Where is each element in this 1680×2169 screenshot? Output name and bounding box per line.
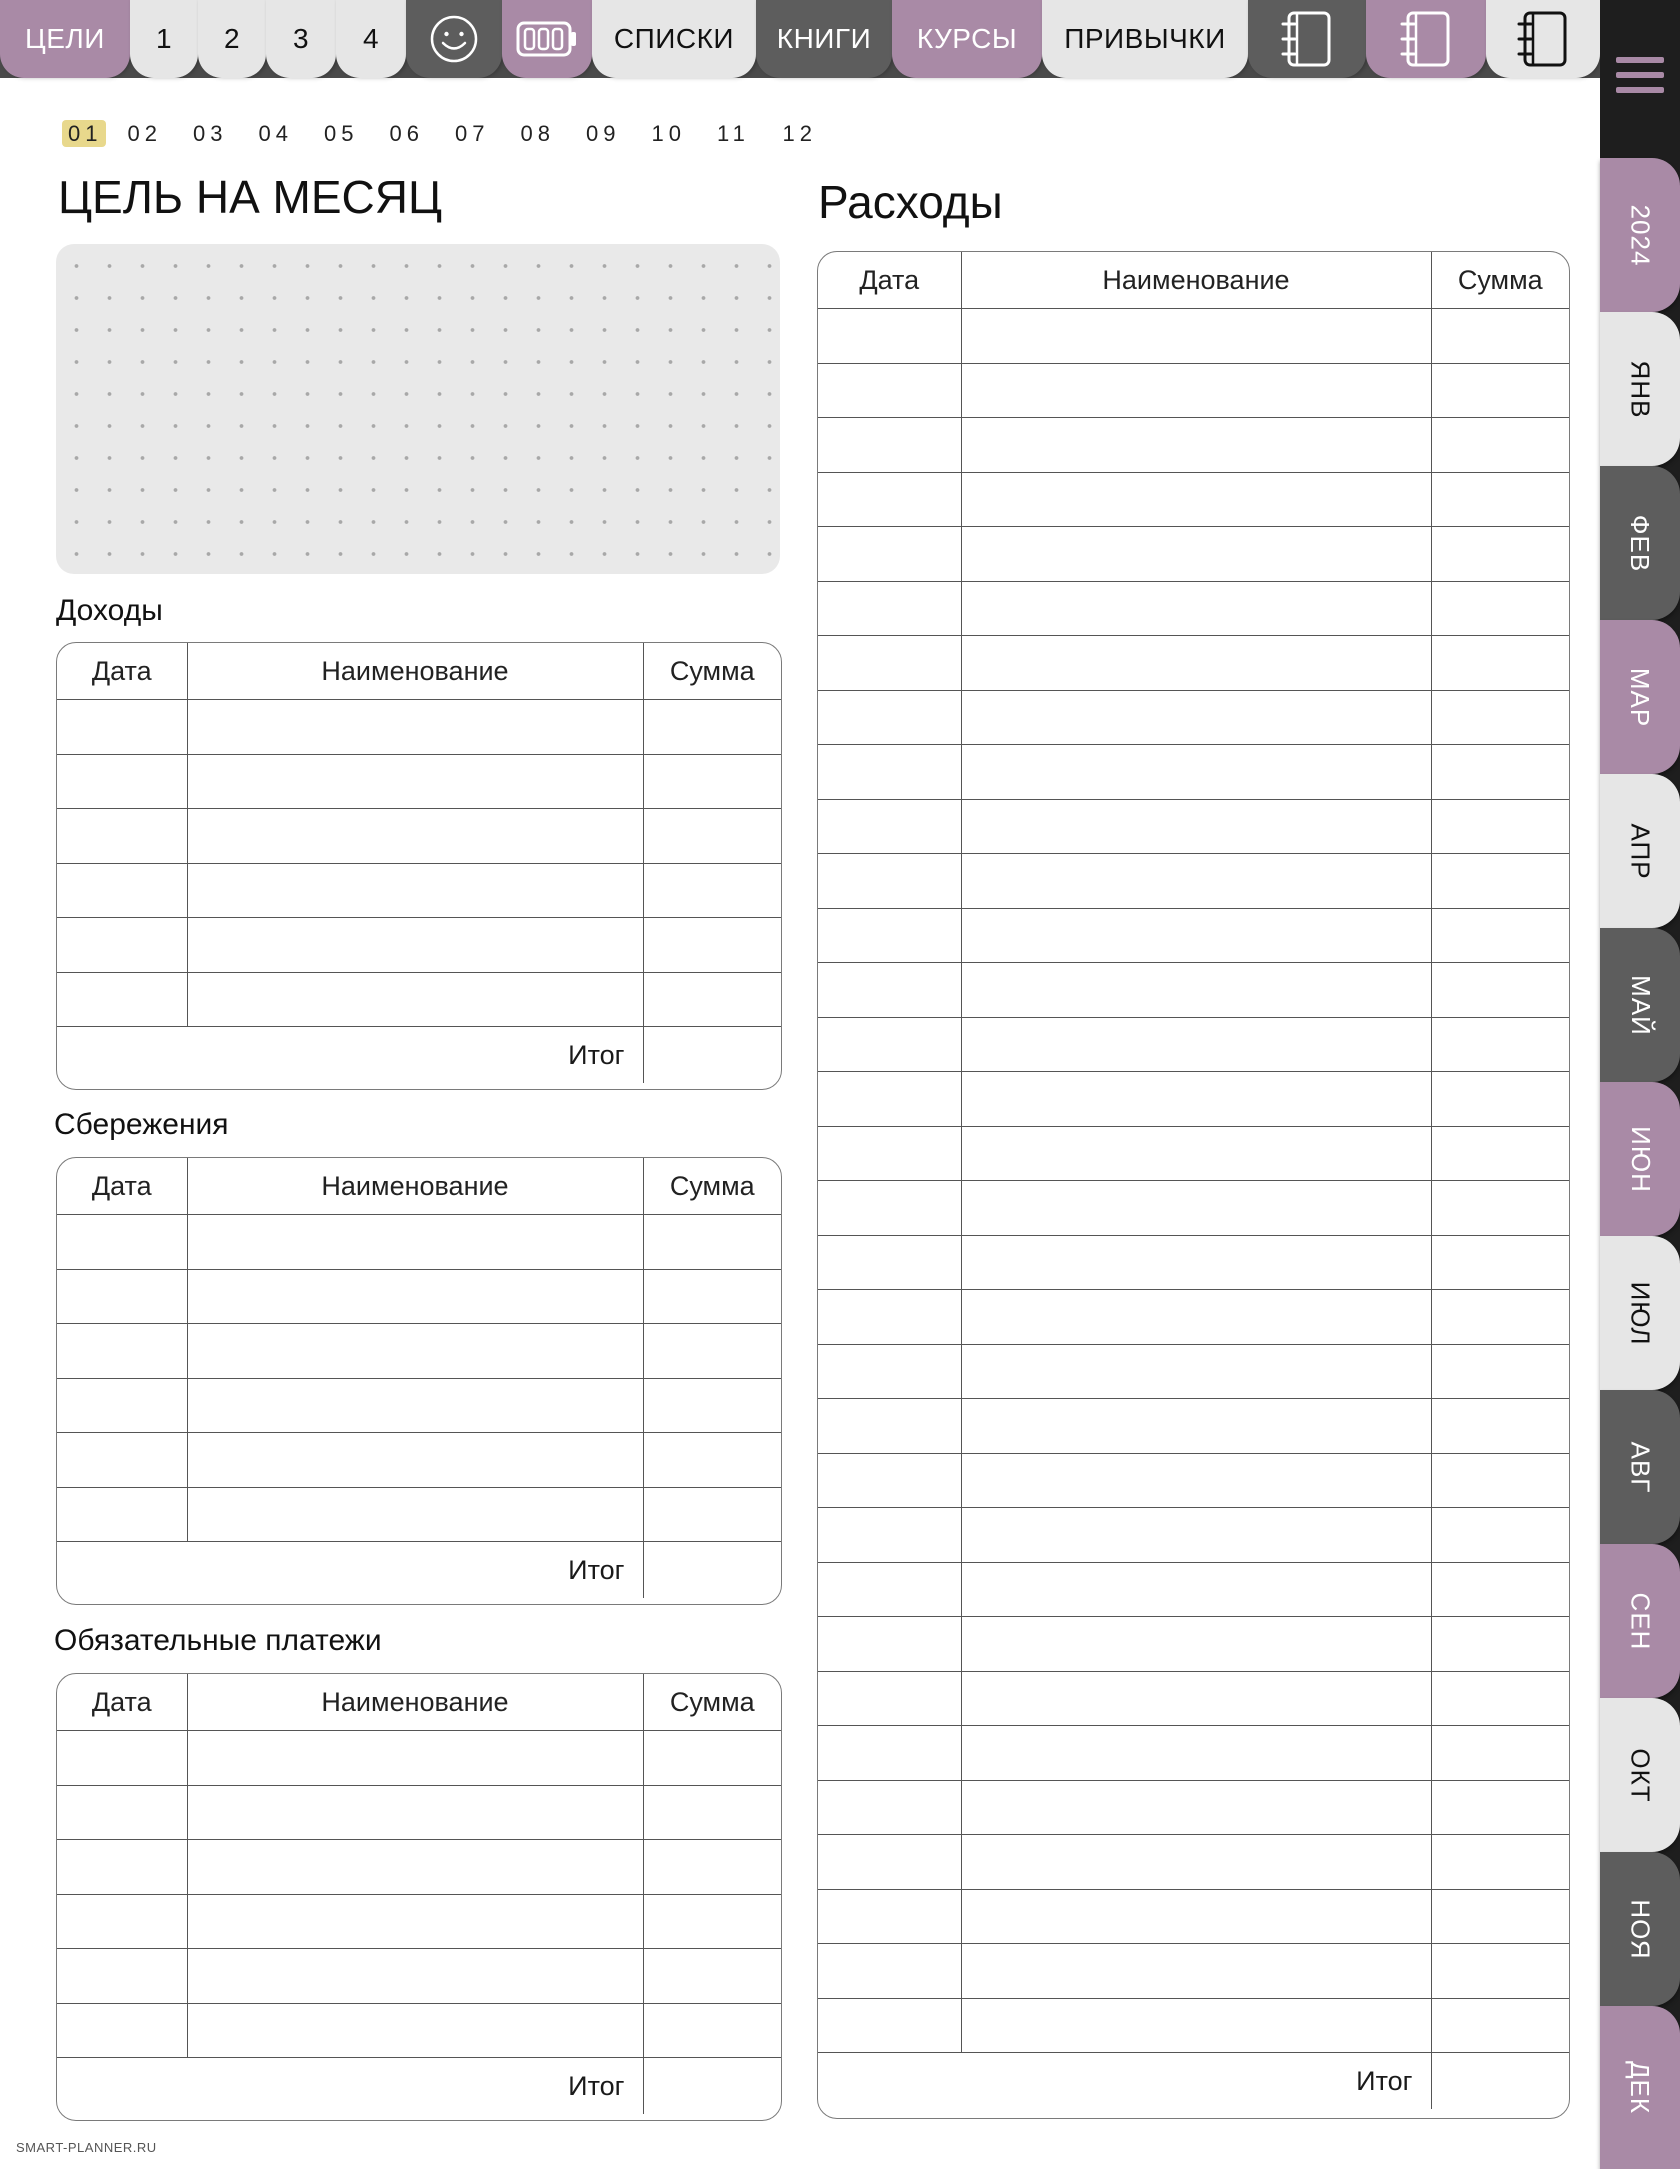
col-date-header: Дата [57,1158,187,1215]
tab-habits-label: ПРИВЫЧКИ [1064,23,1226,54]
table-row[interactable] [818,1126,1569,1181]
table-row[interactable] [818,1889,1569,1944]
month-link-04[interactable] [259,118,325,150]
total-label: Итог [57,1027,643,1084]
table-row[interactable] [818,1780,1569,1835]
table-row[interactable] [57,809,781,864]
table-row[interactable] [818,908,1569,963]
income-title: Доходы [56,594,163,627]
smiley-icon [428,13,480,65]
tab-goal-4[interactable] [336,0,406,78]
table-row[interactable] [818,418,1569,473]
footer-site: SMART-PLANNER.RU [16,2140,157,2155]
side-tab-label: НОЯ [1625,1898,1656,1960]
income-table [56,642,782,1090]
month-link-label: 07 [455,121,490,146]
expenses-table [817,251,1570,2119]
table-row[interactable] [57,1433,781,1488]
table-row[interactable] [57,1324,781,1379]
mandatory-payments-table [56,1673,782,2121]
tab-notebook-2[interactable] [1366,0,1486,78]
col-name-header: Наименование [187,1158,643,1215]
col-name-header: Наименование [961,252,1431,309]
side-tab-apr[interactable] [1600,774,1680,928]
table-row[interactable] [57,1731,781,1786]
mandatory-payments-title: Обязательные платежи [54,1624,382,1657]
tab-goal-3[interactable] [266,0,336,78]
side-tab-label: АВГ [1625,1441,1656,1493]
tab-goal-4-label: 4 [362,23,380,54]
col-sum-header: Сумма [643,643,781,700]
table-row[interactable] [818,1562,1569,1617]
table-row[interactable] [57,754,781,809]
month-selector [62,118,848,150]
month-link-09[interactable] [586,118,652,150]
table-row[interactable] [818,1726,1569,1781]
side-tab-aug[interactable] [1600,1390,1680,1544]
tab-lists-label: СПИСКИ [613,23,735,54]
expenses-title: Расходы [818,176,1003,228]
goal-notes-area[interactable] [56,244,780,574]
side-tab-label: СЕН [1625,1592,1656,1650]
month-link-label: 09 [586,121,621,146]
tab-goals[interactable] [0,0,130,78]
table-row[interactable] [57,1840,781,1895]
col-name-header: Наименование [187,1674,643,1731]
table-row[interactable] [57,1487,781,1542]
tab-books-label: КНИГИ [776,23,872,54]
tab-lists[interactable] [592,0,756,78]
side-tab-nov[interactable] [1600,1852,1680,2006]
month-link-11[interactable] [717,118,783,150]
month-link-10[interactable] [652,118,718,150]
side-tab-label: ЯНВ [1625,360,1656,418]
side-tab-jun[interactable] [1600,1082,1680,1236]
table-row[interactable] [57,700,781,755]
notebook-icon [1394,8,1458,70]
month-link-label: 06 [389,121,424,146]
month-link-label: 11 [717,121,750,146]
month-link-label: 10 [651,121,686,146]
table-row[interactable] [57,1949,781,2004]
month-link-05[interactable] [324,118,390,150]
table-row[interactable] [818,963,1569,1018]
tab-courses-label: КУРСЫ [916,23,1018,54]
total-label: Итог [57,1542,643,1599]
tab-courses[interactable] [892,0,1042,78]
side-tab-jul[interactable] [1600,1236,1680,1390]
month-link-label: 02 [127,121,162,146]
side-tab-may[interactable] [1600,928,1680,1082]
table-row[interactable] [818,745,1569,800]
tab-goal-3-label: 3 [292,23,310,54]
table-row[interactable] [818,636,1569,691]
tab-books[interactable] [756,0,892,78]
table-row[interactable] [57,1378,781,1433]
side-tab-label: ДЕК [1625,2060,1656,2115]
side-tab-year[interactable] [1600,158,1680,312]
table-row[interactable] [818,1399,1569,1454]
col-date-header: Дата [57,643,187,700]
savings-table [56,1157,782,1605]
table-row[interactable] [818,1017,1569,1072]
tab-notebook-3[interactable] [1486,0,1600,78]
col-sum-header: Сумма [643,1674,781,1731]
side-tab-label: ОКТ [1625,1747,1656,1803]
table-row[interactable] [57,2003,781,2058]
month-link-label: 05 [324,121,359,146]
total-row[interactable] [818,2053,1569,2110]
table-row[interactable] [818,581,1569,636]
tab-mood[interactable] [406,0,502,78]
table-row[interactable] [818,527,1569,582]
tab-goal-1[interactable] [130,0,198,78]
month-link-03[interactable] [193,118,259,150]
col-date-header: Дата [818,252,961,309]
table-row[interactable] [57,863,781,918]
savings-title: Сбережения [54,1108,229,1141]
month-link-12[interactable] [783,118,849,150]
notebook-icon [1275,8,1339,70]
side-tab-label: ИЮЛ [1625,1281,1656,1345]
side-tab-jan[interactable] [1600,312,1680,466]
tab-energy[interactable] [502,0,592,78]
side-tab-label: ФЕВ [1625,514,1656,572]
month-link-01[interactable] [62,118,128,150]
side-tab-feb[interactable] [1600,466,1680,620]
table-row[interactable] [818,1235,1569,1290]
side-tab-oct[interactable] [1600,1698,1680,1852]
side-tab-label: АПР [1625,822,1656,880]
table-row[interactable] [818,309,1569,364]
table-row[interactable] [818,854,1569,909]
month-link-label: 03 [193,121,228,146]
tab-notebook-1[interactable] [1248,0,1366,78]
table-row[interactable] [57,1215,781,1270]
month-link-06[interactable] [390,118,456,150]
table-row[interactable] [818,1617,1569,1672]
table-row[interactable] [818,1453,1569,1508]
col-sum-header: Сумма [643,1158,781,1215]
table-row[interactable] [57,1269,781,1324]
side-tab-label: МАЙ [1625,974,1656,1036]
tab-habits[interactable] [1042,0,1248,78]
side-tab-sep[interactable] [1600,1544,1680,1698]
tab-goal-2[interactable] [198,0,266,78]
total-label: Итог [57,2058,643,2115]
table-row[interactable] [818,799,1569,854]
table-row[interactable] [818,1072,1569,1127]
table-row[interactable] [818,472,1569,527]
month-link-label: 04 [258,121,293,146]
col-sum-header: Сумма [1431,252,1569,309]
battery-icon [515,19,579,59]
table-row[interactable] [57,1785,781,1840]
table-row[interactable] [818,363,1569,418]
total-row[interactable] [57,2058,781,2115]
table-row[interactable] [818,1508,1569,1563]
table-row[interactable] [818,1671,1569,1726]
table-row[interactable] [818,1998,1569,2053]
tab-goals-label: ЦЕЛИ [25,23,105,54]
table-row[interactable] [57,1894,781,1949]
side-tab-mar[interactable] [1600,620,1680,774]
total-row[interactable] [57,1027,781,1084]
month-link-07[interactable] [455,118,521,150]
side-tab-label: МАР [1625,667,1656,727]
month-link-08[interactable] [521,118,587,150]
top-tab-bar [0,0,1600,78]
menu-icon[interactable] [1600,40,1680,110]
table-row[interactable] [57,972,781,1027]
total-label: Итог [818,2053,1431,2110]
month-link-label: 08 [520,121,555,146]
tab-goal-2-label: 2 [223,23,241,54]
month-link-label: 12 [782,121,817,146]
tab-goal-1-label: 1 [155,23,173,54]
table-row[interactable] [818,1344,1569,1399]
table-row[interactable] [57,918,781,973]
side-tab-dec[interactable] [1600,2006,1680,2169]
goal-title: ЦЕЛЬ НА МЕСЯЦ [58,171,443,223]
notebook-icon [1511,8,1575,70]
table-row[interactable] [818,1835,1569,1890]
col-date-header: Дата [57,1674,187,1731]
table-row[interactable] [818,1944,1569,1999]
month-link-label: 01 [62,120,106,147]
month-link-02[interactable] [128,118,194,150]
side-tab-label: ИЮН [1625,1125,1656,1193]
col-name-header: Наименование [187,643,643,700]
table-row[interactable] [818,690,1569,745]
table-row[interactable] [818,1181,1569,1236]
side-tab-label: 2024 [1625,204,1656,266]
table-row[interactable] [818,1290,1569,1345]
total-row[interactable] [57,1542,781,1599]
